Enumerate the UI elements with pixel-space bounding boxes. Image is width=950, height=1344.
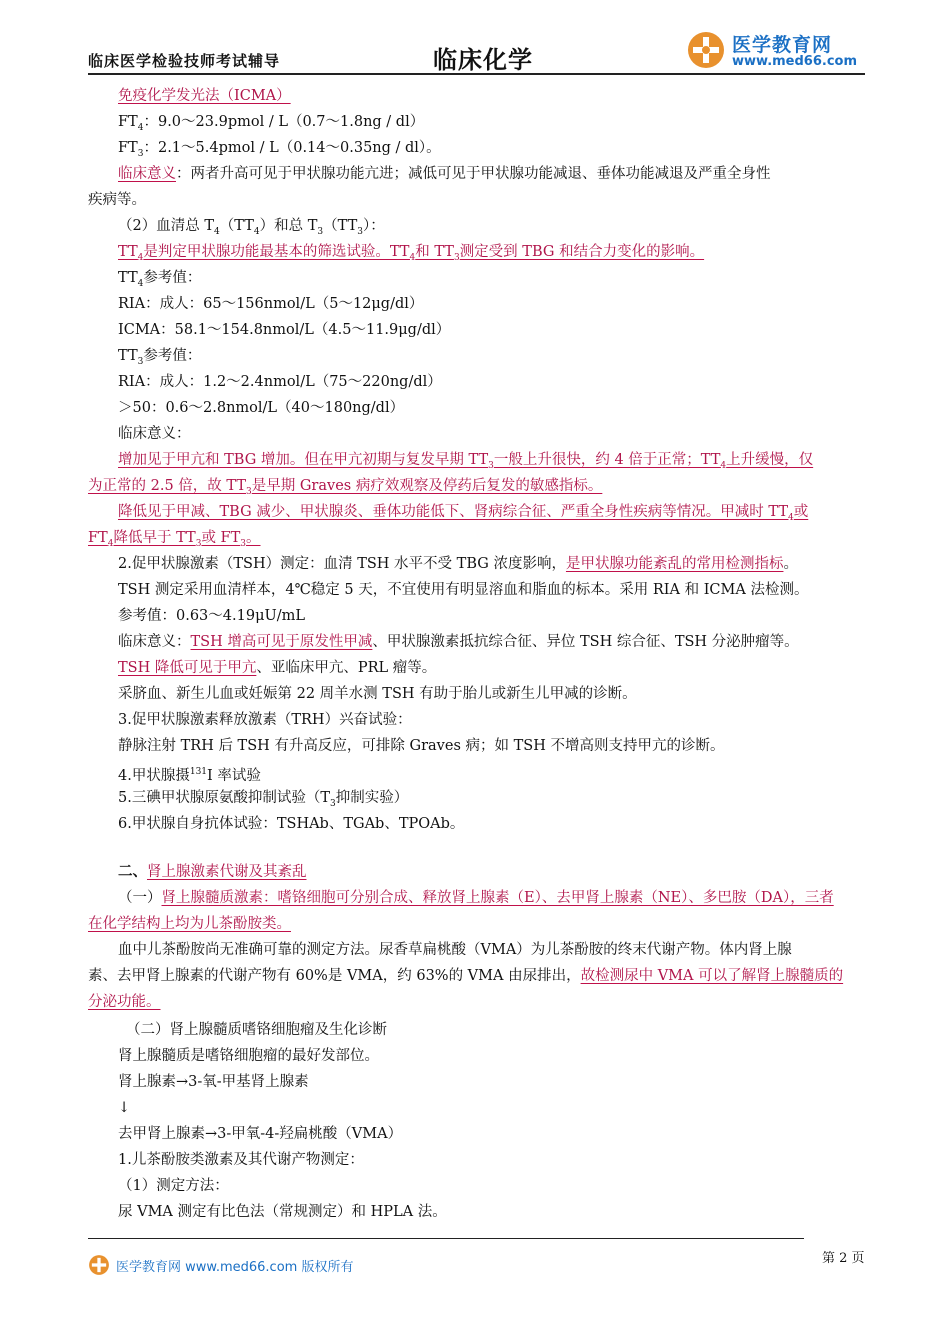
text-line: 素、去甲肾上腺素的代谢产物有 60%是 VMA，约 63%的 VMA 由尿排出，故检测尿中 VMA 可以了解肾上腺髓质的: [88, 968, 844, 984]
text-line: $FT_4$降低早于 $TT_3$或 $FT_3$。: [88, 530, 261, 549]
logo-name: 医学教育网: [732, 34, 833, 56]
text-line: $TT_4$是判定甲状腺功能最基本的筛选试验。$TT_4$和 $TT_3$测定受到 TBG 和结合力变化的影响。: [118, 244, 705, 263]
text-line: （二）肾上腺髓质嗜铬细胞瘤及生化诊断: [126, 1022, 387, 1038]
text-line: 分泌功能。: [88, 994, 161, 1010]
text-line: $FT_4$：9.0～23.9pmol / L（0.7～1.8ng / dl）: [118, 114, 425, 133]
text-line: ＞50：0.6～2.8nmol/L（40～180ng/dl）: [118, 400, 405, 416]
text-line: 4.甲状腺摄$^{131}$I 率试验: [118, 767, 261, 784]
text-line: （1）测定方法：: [118, 1178, 229, 1194]
text-line: 临床意义：: [118, 426, 191, 442]
text-line: 尿 VMA 测定有比色法（常规测定）和 HPLA 法。: [118, 1204, 447, 1220]
text-line: 血中儿茶酚胺尚无准确可靠的测定方法。尿香草扁桃酸（VMA）为儿茶酚胺的终末代谢产物。体内肾上腺: [118, 942, 792, 958]
text-line: 免疫化学发光法（ICMA）: [118, 88, 291, 104]
text-line: 临床意义：TSH 增高可见于原发性甲减、甲状腺激素抵抗综合征、异位 TSH 综合征、TSH 分泌肿瘤等。: [118, 634, 799, 650]
text-line: $TT_3$参考值：: [118, 348, 202, 367]
text-line: 静脉注射 TRH 后 TSH 有升高反应，可排除 Graves 病；如 TSH 不增高则支持甲亢的诊断。: [118, 738, 725, 754]
page-title: 临床化学: [433, 46, 533, 74]
text-line: 疾病等。: [88, 192, 146, 208]
text-line: TSH 测定采用血清样本，4℃稳定 5 天，不宜使用有明显溶血和脂血的标本。采用 RIA 和 ICMA 法检测。: [118, 582, 809, 598]
text-line: 采脐血、新生儿血或妊娠第 22 周羊水测 TSH 有助于胎儿或新生儿甲减的诊断。: [118, 686, 637, 702]
text-line: $TT_4$参考值：: [118, 270, 202, 289]
logo-url: www.med66.com: [732, 54, 858, 69]
text-line: ICMA：58.1～154.8nmol/L（4.5～11.9μg/dl）: [118, 322, 451, 338]
text-line: 降低见于甲减、TBG 减少、甲状腺炎、垂体功能低下、肾病综合征、严重全身性疾病等情况。甲减时 $TT_4$或: [118, 504, 809, 523]
text-line: RIA：成人：1.2～2.4nmol/L（75～220ng/dl）: [118, 374, 442, 390]
page-header: [88, 28, 865, 76]
page-number: 第 2 页: [822, 1251, 865, 1266]
footer-logo-icon: [88, 1254, 110, 1276]
text-line: 为正常的 2.5 倍，故 $TT_3$是早期 Graves 病疗效观察及停药后复发的敏感指标。: [88, 478, 603, 497]
footer-copyright: 医学教育网 www.med66.com 版权所有: [116, 1260, 354, 1275]
text-line: 肾上腺素→3-氧-甲基肾上腺素: [118, 1074, 309, 1090]
text-line: 临床意义：两者升高可见于甲状腺功能亢进；减低可见于甲状腺功能减退、垂体功能减退及严重全身性: [118, 166, 771, 182]
text-line: 增加见于甲亢和 TBG 增加。但在甲亢初期与复发早期 $TT_3$一般上升很快，约 4 倍于正常；$TT_4$上升缓慢，仅: [118, 452, 814, 471]
text-line: 3.促甲状腺激素释放激素（TRH）兴奋试验：: [118, 712, 412, 728]
arrow-line: ↓: [118, 1100, 131, 1116]
text-line: 肾上腺髓质是嗜铬细胞瘤的最好发部位。: [118, 1048, 379, 1064]
text-line: TSH 降低可见于甲亢、亚临床甲亢、PRL 瘤等。: [118, 660, 437, 676]
text-line: 5.三碘甲状腺原氨酸抑制试验（$T_3$抑制实验）: [118, 790, 409, 809]
text-line: （一）肾上腺髓质激素：嗜铬细胞可分别合成、释放肾上腺素（E）、去甲肾上腺素（NE）、多巴胺（DA），三者: [118, 890, 834, 906]
footer-rule: [88, 1238, 804, 1239]
site-logo[interactable]: [686, 28, 866, 72]
logo-emblem-icon: [686, 30, 726, 70]
text-line: $FT_3$：2.1～5.4pmol / L（0.14～0.35ng / dl）。: [118, 140, 441, 159]
text-line: （2）血清总 $T_4(TT_4)$和总 $T_3(TT_3)$：: [118, 218, 385, 237]
text-line: 2.促甲状腺激素（TSH）测定：血清 TSH 水平不受 TBG 浓度影响，是甲状腺功能紊乱的常用检测指标。: [118, 556, 798, 572]
text-line: 参考值：0.63～4.19μU/mL: [118, 608, 305, 624]
text-line: 去甲肾上腺素→3-甲氧-4-羟扁桃酸（VMA）: [118, 1126, 403, 1142]
text-line: 1.儿茶酚胺类激素及其代谢产物测定：: [118, 1152, 364, 1168]
text-line: 6.甲状腺自身抗体试验：TSHAb、TGAb、TPOAb。: [118, 816, 465, 832]
section-heading: 二、肾上腺激素代谢及其紊乱: [118, 863, 307, 880]
header-rule: [88, 73, 865, 75]
text-line: RIA：成人：65～156nmol/L（5～12μg/dl）: [118, 296, 424, 312]
course-title: 临床医学检验技师考试辅导: [88, 52, 281, 70]
text-line: 在化学结构上均为儿茶酚胺类。: [88, 916, 291, 932]
